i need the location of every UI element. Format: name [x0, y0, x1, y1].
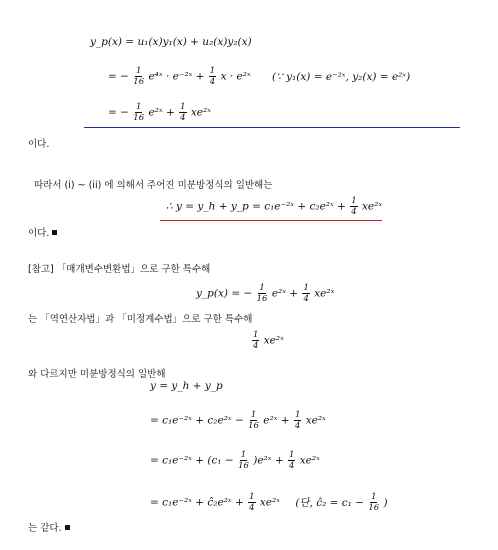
end-square-icon [52, 230, 57, 235]
yp-result-line: = − $\frac{1}{16}$ e²ˣ + $\frac{1}{4}$ xe²ˣ [108, 102, 211, 123]
ref-eq-3: = c₁e⁻²ˣ + (c₁ − $\frac{1}{16}$ )e²ˣ + $\frac{1}{4}$ xe²ˣ [150, 450, 320, 471]
conclusion-text: 따라서 (i) ~ (ii) 에 의해서 주어진 미분방정식의 일반해는 [34, 180, 273, 191]
fraction: $\frac{1}{4}$ [253, 330, 259, 351]
ref-heading: [참고] 「매개변수변환법」으로 구한 특수해 [28, 264, 211, 275]
fraction: $\frac{1}{4}$ [249, 492, 255, 513]
fraction: $\frac{1}{4}$ [209, 66, 216, 87]
fraction: $\frac{1}{4}$ [294, 410, 301, 431]
fraction: $\frac{1}{4}$ [351, 196, 357, 217]
ref-yp: y_p(x) = − $\frac{1}{16}$ e²ˣ + $\frac{1}{4}$ xe²ˣ [196, 283, 335, 304]
ref-eq-1: y = y_h + y_p [150, 380, 223, 392]
fraction: $\frac{1}{16}$ [133, 66, 145, 87]
fraction: $\frac{1}{4}$ [180, 102, 186, 123]
ref-eq-2: = c₁e⁻²ˣ + c₂e²ˣ − $\frac{1}{16}$ e²ˣ + $\frac{1}{4}$ xe²ˣ [150, 410, 326, 431]
ref-eq-4: = c₁e⁻²ˣ + ĉ₂e²ˣ + $\frac{1}{4}$ xe²ˣ (단, ĉ₂ = c₁ − $\frac{1}{16}$ ) [150, 492, 388, 513]
fraction: $\frac{1}{16}$ [238, 450, 249, 471]
yp-definition: y_p(x) = u₁(x)y₁(x) + u₂(x)y₂(x) [90, 36, 252, 48]
text-ida-2: 이다. [28, 225, 57, 239]
yp-expansion-line: = − $\frac{1}{16}$ e⁴ˣ · e⁻²ˣ + $\frac{1}{4}$ x · e²ˣ (∵ y₁(x) = e⁻²ˣ, y₂(x) = e²ˣ) [108, 66, 411, 87]
fraction: $\frac{1}{16}$ [248, 410, 259, 431]
fraction: $\frac{1}{16}$ [256, 283, 268, 304]
because-note: (∵ y₁(x) = e⁻²ˣ, y₂(x) = e²ˣ) [272, 70, 411, 83]
blue-underline [84, 127, 460, 128]
ref-text-2: 는 「역연산자법」과 「미정계수법」으로 구한 특수해 [28, 314, 253, 325]
fraction: $\frac{1}{16}$ [368, 492, 380, 513]
ref-xe: $\frac{1}{4}$ xe²ˣ [253, 330, 284, 351]
text-ida-1: 이다. [28, 139, 50, 150]
fraction: $\frac{1}{4}$ [288, 450, 295, 471]
end-square-icon [65, 525, 70, 530]
fraction: $\frac{1}{16}$ [133, 102, 145, 123]
ref-text-end: 는 같다. [28, 520, 70, 534]
red-underline [160, 220, 382, 221]
ref-note: (단, ĉ₂ = c₁ − $\frac{1}{16}$ ) [295, 492, 388, 513]
general-solution: ∴ y = y_h + y_p = c₁e⁻²ˣ + c₂e²ˣ + $\frac{1}{4}$ xe²ˣ [166, 196, 383, 217]
fraction: $\frac{1}{4}$ [303, 283, 309, 304]
ref-text-3: 와 다르지만 미분방정식의 일반해 [28, 369, 166, 380]
